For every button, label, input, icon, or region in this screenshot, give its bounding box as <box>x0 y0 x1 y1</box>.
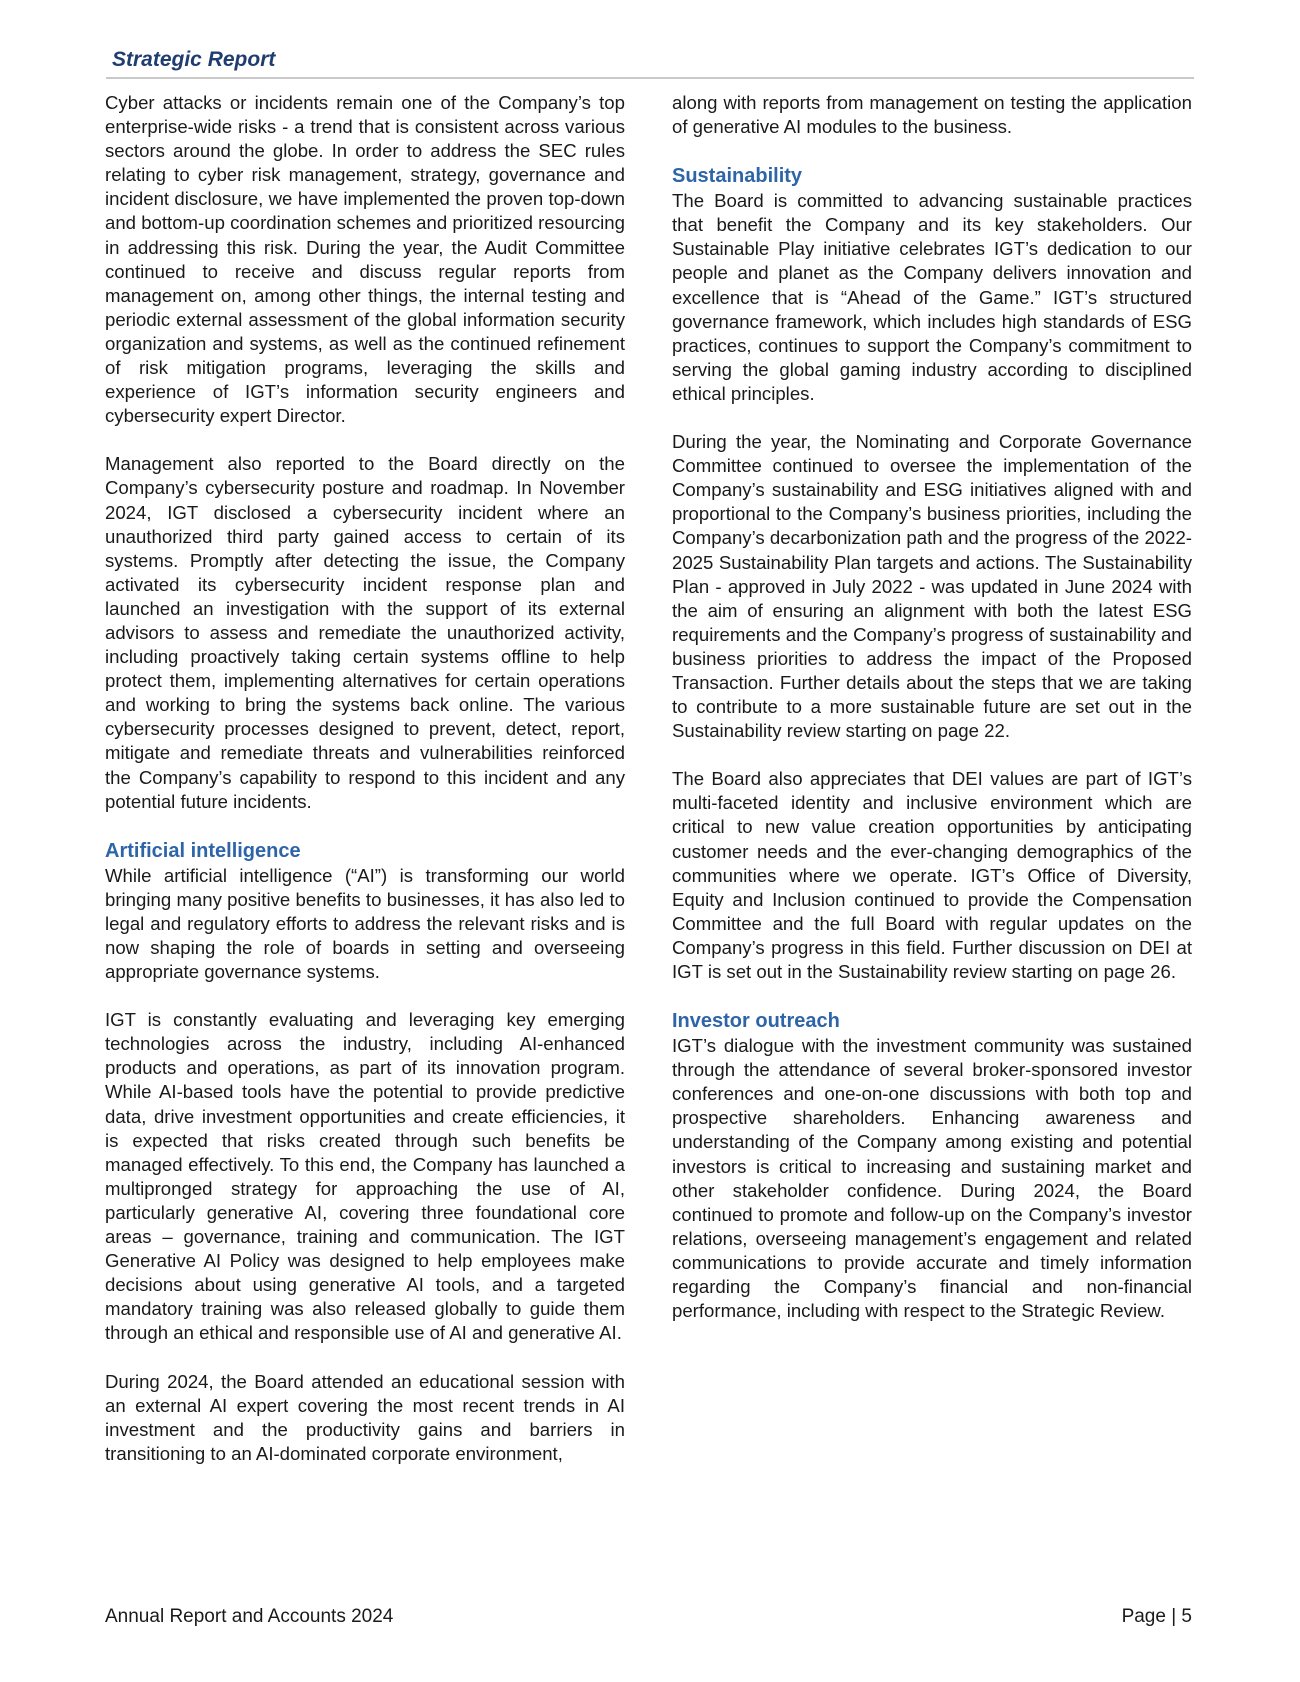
ai-heading: Artificial intelligence <box>105 839 301 862</box>
right-column <box>672 91 1192 1347</box>
cyber-risk-paragraph: Cyber attacks or incidents remain one of the Company’s top enterprise-wide risks - a trend that is consistent across various sectors around the globe. In order to address the SEC rules relating to cyber risk management, strategy, governance and incident disclosure, we have implemented the proven top-down and bottom-up coordination schemes and prioritized resourcing in addressing this risk. During the year, the Audit Committee continued to receive and discuss regular reports from management on, among other things, the internal testing and periodic external assessment of the global information security organization and systems, as well as the continued refinement of risk mitigation programs, leveraging the skills and experience of IGT’s information security engineers and cybersecurity expert Director. <box>105 92 625 427</box>
sustainability-heading: Sustainability <box>672 165 803 188</box>
sustainability-committee-paragraph: During the year, the Nominating and Corporate Governance Committee continued to oversee the implementation of the Company’s sustainability and ESG initiatives aligned with and proportional to the Company’s business priorities, including the Company’s decarbonization path and the progress of the 2022-2025 Sustainability Plan targets and actions. The Sustainability Plan - approved in July 2022 - was updated in June 2024 with the aim of ensuring an alignment with both the latest ESG requirements and the Company’s progress of sustainability and business priorities to address the impact of the Proposed Transaction. Further details about the steps that we are taking to contribute to a more sustainable future are set out in the Sustainability review starting on page 22. <box>672 431 1192 742</box>
ai-strategy-paragraph: IGT is constantly evaluating and leveraging key emerging technologies across the industry, including AI-enhanced products and operations, as part of its innovation program. While AI-based tools have the potential to provide predictive data, drive investment opportunities and create efficiencies, it is expected that risks created through such benefits be managed effectively. To this end, the Company has launched a multipronged strategy for approaching the use of AI, particularly generative AI, covering three foundational core areas – governance, training and communication. The IGT Generative AI Policy was designed to help employees make decisions about using generative AI tools, and a targeted mandatory training was also released globally to guide them through an ethical and responsible use of AI and generative AI. <box>105 1009 625 1344</box>
ai-continuation-paragraph: along with reports from management on testing the application of generative AI modules to the business. <box>672 92 1192 138</box>
header-divider <box>106 77 1194 79</box>
ai-board-session-paragraph: During 2024, the Board attended an educational session with an external AI expert covering the most recent trends in AI investment and the productivity gains and barriers in transitioning to an AI-dominated corporate environment, <box>105 1370 625 1464</box>
dei-paragraph: The Board also appreciates that DEI values are part of IGT’s multi-faceted identity and inclusive environment which are critical to new value creation opportunities by anticipating customer needs and the ever-changing demographics of the communities where we operate. IGT’s Office of Diversity, Equity and Inclusion continued to provide the Compensation Committee and the full Board with regular updates on the Company’s progress in this field. Further discussion on DEI at IGT is set out in the Sustainability review starting on page 26. <box>672 768 1192 982</box>
left-column <box>105 91 625 1490</box>
investor-outreach-heading: Investor outreach <box>672 1010 840 1033</box>
sustainability-commitment-paragraph: The Board is committed to advancing sustainable practices that benefit the Company and its key stakeholders. Our Sustainable Play initiative celebrates IGT’s dedication to our people and planet as the Company delivers innovation and excellence that is “Ahead of the Game.” IGT’s structured governance framework, which includes high standards of ESG practices, continues to support the Company’s commitment to serving the global gaming industry according to disciplined ethical principles. <box>672 190 1192 404</box>
section-header: Strategic Report <box>112 48 276 71</box>
ai-intro-paragraph: While artificial intelligence (“AI”) is transforming our world bringing many positive benefits to businesses, it has also led to legal and regulatory efforts to address the relevant risks and is now shaping the role of boards in setting and overseeing appropriate governance systems. <box>105 864 625 983</box>
cybersecurity-incident-paragraph: Management also reported to the Board directly on the Company’s cybersecurity posture and roadmap. In November 2024, IGT disclosed a cybersecurity incident where an unauthorized third party gained access to certain of its systems. Promptly after detecting the issue, the Company activated its cybersecurity incident response plan and launched an investigation with the support of its external advisors to assess and remediate the unauthorized activity, including proactively taking certain systems offline to help protect them, implementing alternatives for certain operations and working to bring the systems back online. The various cybersecurity processes designed to prevent, detect, report, mitigate and remediate threats and vulnerabilities reinforced the Company’s capability to respond to this incident and any potential future incidents. <box>105 453 625 812</box>
footer-page-number: Page | 5 <box>1121 1606 1192 1627</box>
footer-report-title: Annual Report and Accounts 2024 <box>105 1606 394 1627</box>
investor-outreach-paragraph: IGT’s dialogue with the investment community was sustained through the attendance of several broker-sponsored investor conferences and one-on-one discussions with both top and prospective shareholders. Enhancing awareness and understanding of the Company among existing and potential investors is critical to increasing and sustaining market and other stakeholder confidence. During 2024, the Board continued to promote and follow-up on the Company’s investor relations, overseeing management’s engagement and related communications to provide accurate and timely information regarding the Company’s financial and non-financial performance, including with respect to the Strategic Review. <box>672 1035 1192 1322</box>
